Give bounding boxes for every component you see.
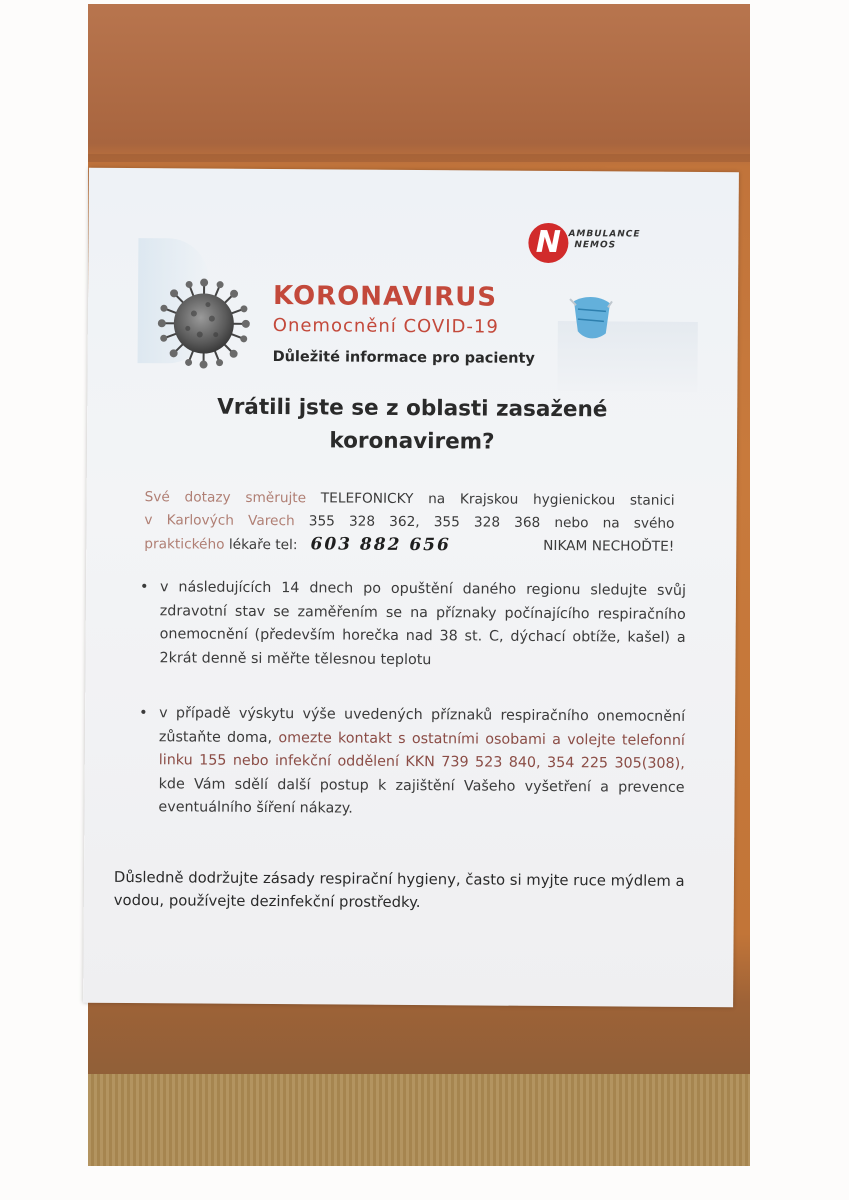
list-item [124,702,685,823]
hygiene-note: Důsledně dodržujte zásady respirační hygieny, často si myjte ruce mýdlem a vodou, používejte dezinfekční prostředky. [113,868,685,912]
contact-line-1-start: Své dotazy směrujte [144,489,321,507]
list-item: • v následujících 14 dnech po opuštění daného regionu sledujte svůj zdravotní stav se zaměřením se na příznaky počínajícího respiračního onemocnění (především horečka nad 38 st. C, dýchací obtíže, kašel) a 2krát denně si měřte tělesnou teplotu [125,576,686,674]
poster-title: KORONAVIRUS [272,281,498,313]
instruction-list [124,576,686,855]
question-line-1: Vrátili jste se z oblasti zasažené [217,394,608,423]
shelf-edge [88,154,750,162]
contact-line-3 [144,532,674,560]
wood-grain-band [88,1074,750,1166]
list-item-text-start: v případě výskytu výše uvedených příznaků respiračního onemocnění zůstaňte doma, [158,705,686,746]
contact-line-2-start: v Karlových Varech [144,512,309,530]
handwritten-phone-number: 603 882 656 [310,534,451,556]
contact-line-1-end: TELEFONICKY na Krajskou hygienickou stanici [320,490,675,509]
list-item-text-end: kde Vám sdělí další postup k zajištění Vašeho vyšetření a prevence eventuálního šíření nákazy. [158,775,685,817]
logo-text-line1: AMBULANCE [568,229,641,240]
coronavirus-icon [154,278,255,369]
poster-tagline: Důležité informace pro pacienty [272,349,535,367]
question-line-2: koronavirem? [329,428,495,455]
contact-instructions [144,486,674,560]
contact-line-3-label: lékaře tel: [228,536,298,554]
contact-line-3-start: praktického [144,536,229,553]
contact-line-2-end: 355 328 362, 355 328 368 nebo na svého [308,513,675,532]
logo-mark: N [528,223,568,263]
main-question [127,390,697,460]
information-poster [83,168,739,1008]
logo-text-line2: NEMOS [574,240,617,251]
face-mask-icon [566,291,616,346]
ambulance-nemos-logo [528,223,658,264]
poster-subtitle: Onemocnění COVID-19 [272,315,499,338]
list-item-highlighted-contact: omezte kontakt s ostatními osobami a volejte telefonní linku 155 nebo infekční oddělení KKN 739 523 840, 354 225 305(308), [158,729,685,772]
stay-home-warning: NIKAM NECHOĎTE! [543,537,675,555]
